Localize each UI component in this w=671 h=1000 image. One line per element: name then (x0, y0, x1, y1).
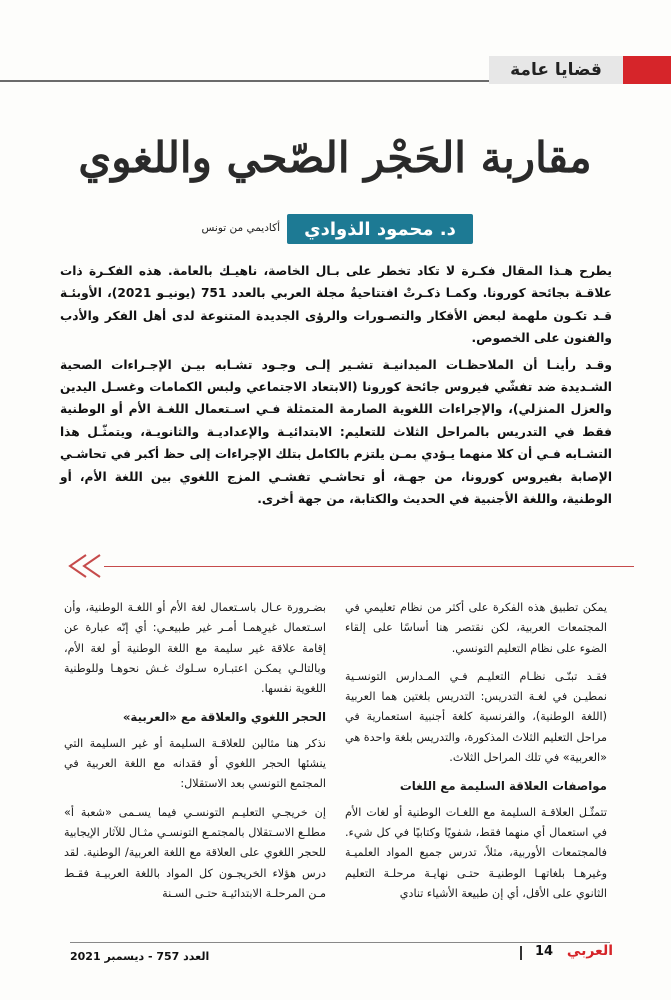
double-chevron-left-icon (66, 553, 106, 579)
issue-info: العدد 757 - ديسمبر 2021 (70, 950, 210, 963)
subheading: مواصفات العلاقة السليمة مع اللغات (399, 779, 607, 794)
body-paragraph: يمكن تطبيق هذه الفكرة على أكثر من نظام تعليمي في المجتمعات العربية، لكن نقتصر هنا أساسًا على إلقاء الضوء على نظام التعليم التونسي. (345, 601, 607, 655)
footer-separator (520, 946, 522, 960)
body-paragraph: بضـرورة عـال باسـتعمال لغة الأم أو اللغـة الوطنية، وأن اسـتعمال غيرِهمـا أمـر غير طبيعـي: أي إنّه عبارة عن إقامة علاقة غير سليمة مع اللغة الوطنية أو لغة الأم، وبالتالـي يمكـن اعتبـاره سـلوك غـش نحوهـا وللوطنية اللغوية نفسها. (64, 601, 326, 696)
lead-paragraph: وقـد رأينـا أن الملاحظـات الميدانيـة تشـير إلـى وجـود تشـابه بيـن الإجـراءات الصحية الشـديدة ضد تفشّي فيروس جائحة كورونا (الابتعاد الاجتماعي ولبس الكمامات وغسـل اليدين والعزل المنزلي)، والإجراءات اللغوية الصارمة المتمثلة فـي اسـتعمال اللغـة الأم أو الوطنية فقط في التدريس بالمراحل الثلاث للتعليم: الابتدائيـة والإعداديـة والثانويـة، ويتمثّـل هذا التشـابه فـي أن كلا منهما يـؤدي بمـن يلتزم بالكامل بتلك الإجراءات إلى حظ أكبر في تحاشـي الإصابة بفيروس كورونا، من جهـة، أو تحاشـي تفشـي المزج اللغوي بين اللغة الأم، أو الوطنية، واللغة الأجنبية في الحديث والكتابة، من جهة أخرى. (60, 357, 612, 507)
body-column-right (345, 598, 607, 912)
body-paragraph: نذكر هنا مثالين للعلاقـة السليمة أو غير السليمة التي ينشئها الحجر اللغوي أو فقدانه مع اللغة العربية في المجتمع التونسي بعد الاستقلال: (64, 736, 326, 791)
article-title: مقاربة الحَجْر الصّحي واللغوي (78, 133, 592, 182)
page-number: 14 (534, 944, 554, 959)
body-column-left (64, 598, 326, 912)
author-affiliation: أكاديمي من تونس (201, 222, 280, 234)
subheading: الحجر اللغوي والعلاقة مع «العربية» (122, 710, 326, 725)
section-divider (104, 566, 634, 567)
section-label: قضايا عامة (489, 56, 623, 84)
body-paragraph: تتمثّـل العلاقـة السليمة مع اللغـات الوطنية أو لغات الأم في استعمال أي منهما فقط، شفويًا وكتابيًا في كل شيء. فالمجتمعات الأوربية، مثلاً، تدرس جميع المواد العلميـة وغيرهـا بلغاتهـا الوطنيـة حتـى نهايـة مرحلـة التعليم الثانوي على الأقل، أي إن طبيعة الأشياء تنادي (345, 805, 607, 900)
body-paragraph: إن خريجـي التعليـم التونسـي فيما يسـمى «شعبة أ» مطلـع الاسـتقلال بالمجتمـع التونسـي مثـال للآثار الإيجابية للحجر اللغوي على العلاقة مع اللغة العربية/ الوطنية. لقد درس هؤلاء الخريجـون كل المواد باللغة العربيـة فقـط مـن المرحلـة الابتدائيـة حتـى السـنة (64, 805, 326, 900)
section-color-tab (623, 56, 671, 84)
author-name: د. محمود الذوادي (287, 214, 473, 244)
magazine-logo: العربي (566, 943, 613, 959)
article-lead (60, 260, 612, 510)
body-paragraph: فقـد تبنّـى نظـام التعليـم فـي المـدارس التونسـية نمطيـن في لغـة التدريس: التدريس بلغتين هما العربية (اللغة الوطنية)، والفرنسية كلغة أجنبية استعمارية في مراحل التعليم الثلاث المذكورة، والتدريس بلغة واحدة هي «العربية» في تلك المراحل الثلاث. (345, 669, 607, 765)
lead-paragraph: يطرح هـذا المقال فكـرة لا تكاد تخطر على بـال الخاصة، ناهيـك بالعامة. هذه الفكـرة ذات علاقـة بجائحة كورونا. وكمـا ذكـرتْ افتتاحيةُ مجلة العربي بالعدد 751 (يونيـو 2021)، الأوبئـة قـد تكـون ملهمة لبعض الأفكار والتصـورات والرؤى الجديدة المتنوعة لدى أهل الفكر والأدب والفنون على الخصوص. (60, 264, 612, 346)
footer-rule (70, 942, 610, 943)
